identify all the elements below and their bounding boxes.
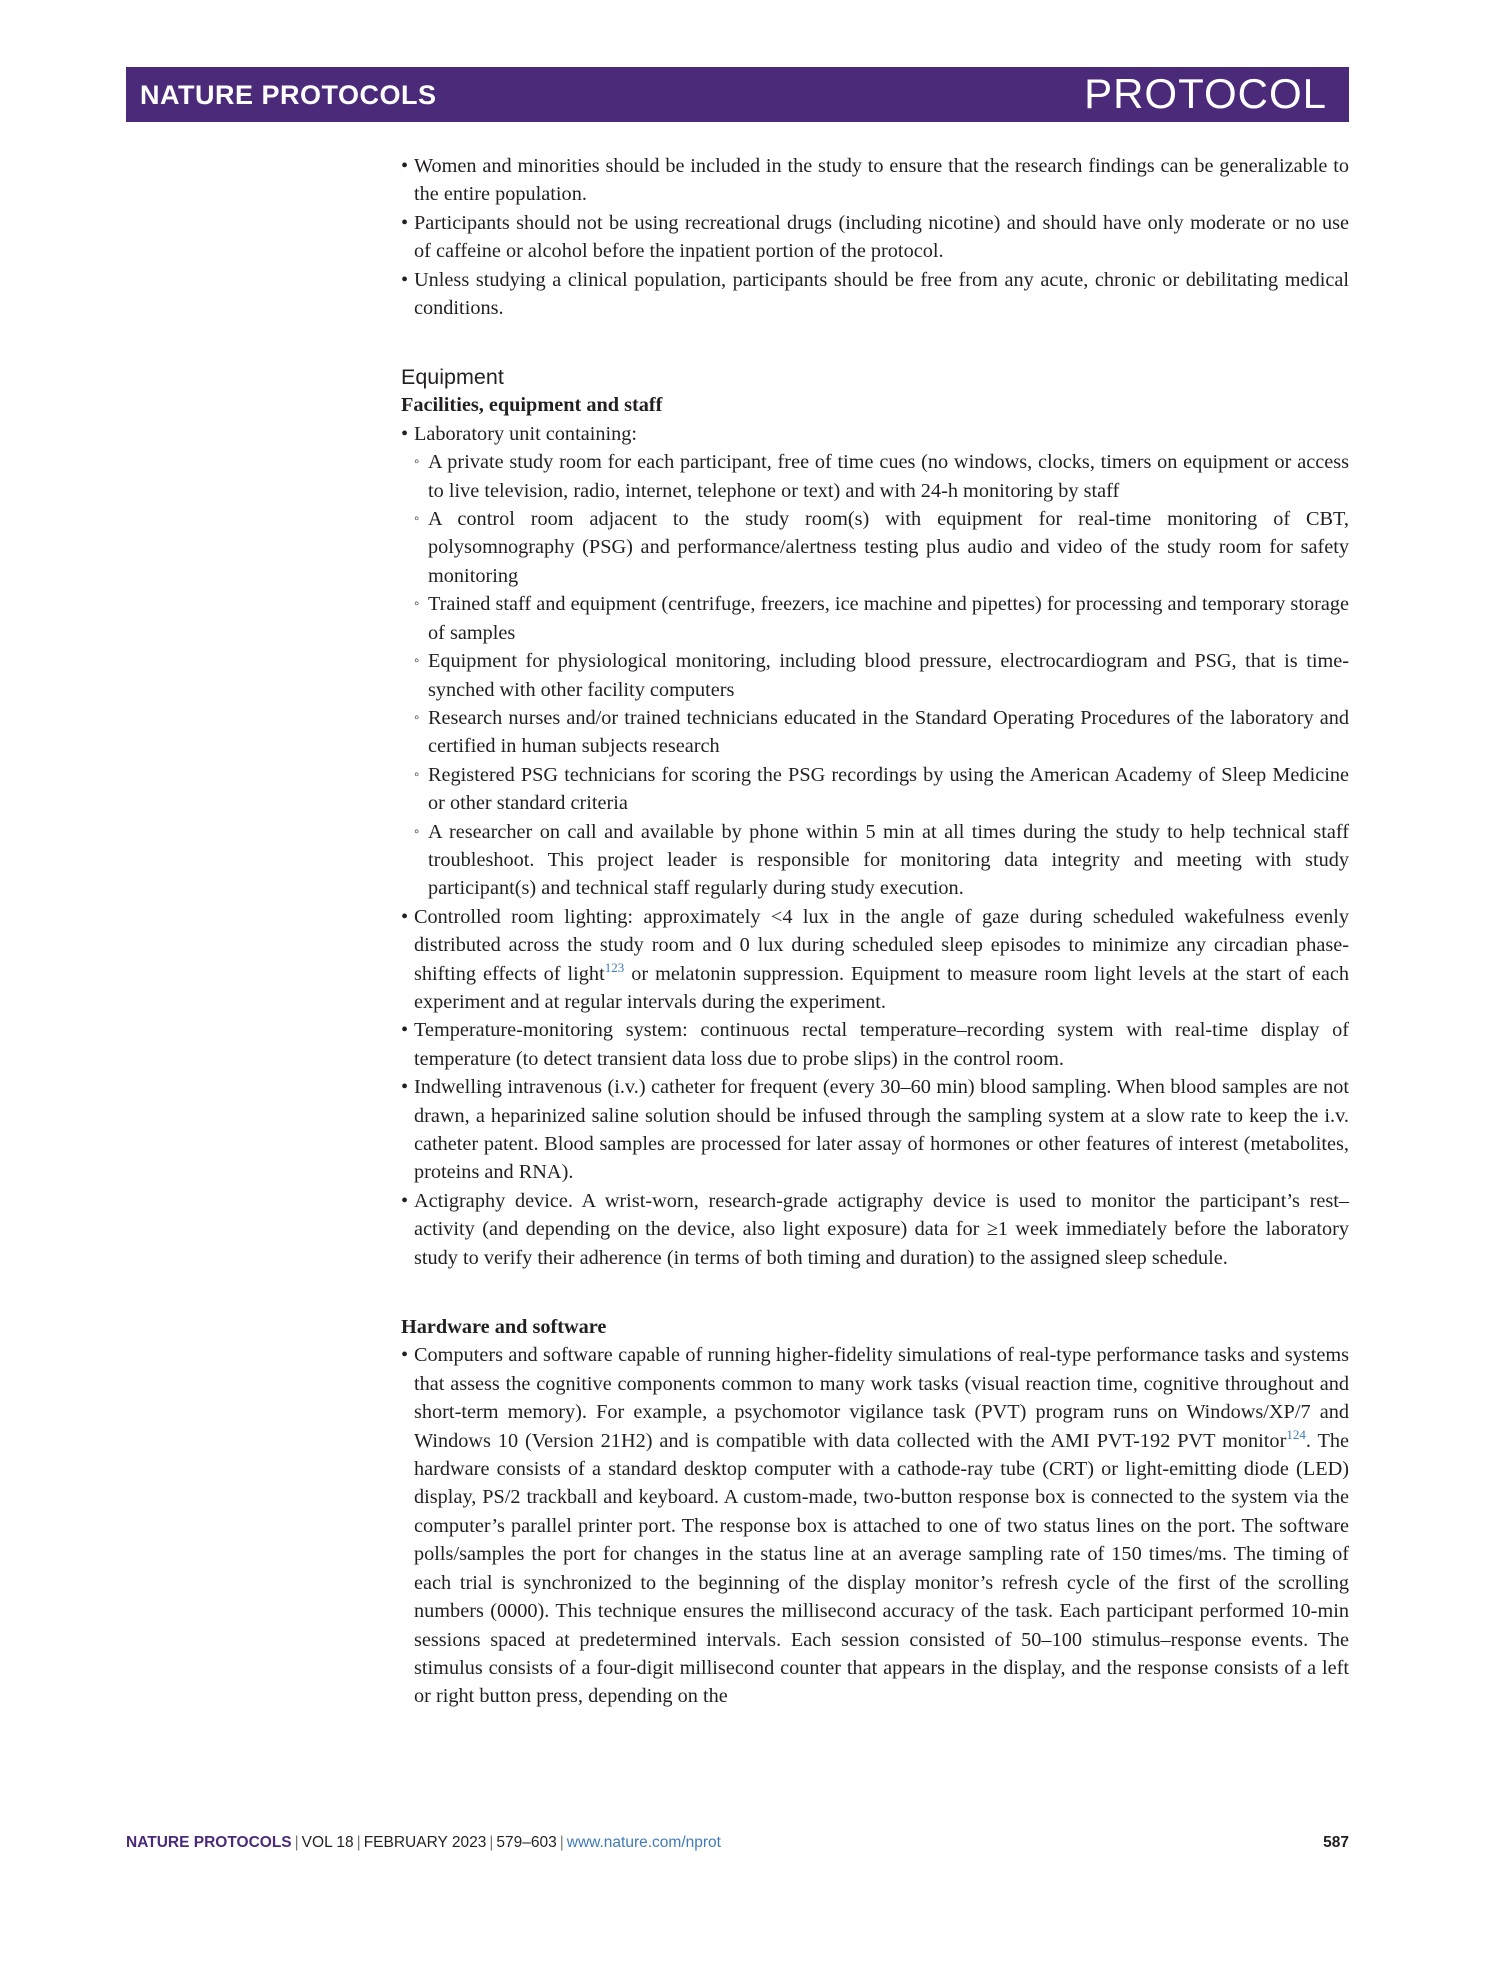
footer-date: FEBRUARY 2023 [363,1834,487,1851]
sub-list-item: ◦ Registered PSG technicians for scoring the PSG recordings by using the American Academy of Sleep Medicine or other standard criteria [414,761,1349,818]
article-type-label: PROTOCOL [1084,70,1327,117]
lab-unit-sublist [414,448,1349,903]
subsection-heading-facilities: Facilities, equipment and staff [401,394,663,417]
list-item: • Participants should not be using recreational drugs (including nicotine) and should have only moderate or no use of caffeine or alcohol before the inpatient portion of the protocol. [401,209,1349,266]
journal-name: NATURE PROTOCOLS [140,80,437,110]
hardware-text-end: . The hardware consists of a standard desktop computer with a cathode-ray tube (CRT) or light-emitting diode (LED) display, PS/2 trackball and keyboard. A custom-made, two-button response box is connected to the system via the computer’s parallel printer port. The response box is attached to one of two status lines on the port. The software polls/samples the port for changes in the status line at an average sampling rate of 150 times/ms. The timing of each trial is synchronized to the beginning of the display monitor’s refresh cycle of the first of the scrolling numbers (0000). This technique ensures the millisecond accuracy of the task. Each participant performed 10-min sessions spaced at predetermined intervals. Each session consisted of 50–100 stimulus–response events. The stimulus consists of a four-digit millisecond counter that appears in the display, and the response consists of a left or right button press, depending on the [414,1429,1349,1708]
sub-list-item: ◦ A private study room for each participant, free of time cues (no windows, clocks, timers on equipment or access to live television, radio, internet, telephone or text) and with 24-h monitoring by staff [414,448,1349,505]
sub-list-item: ◦ A researcher on call and available by phone within 5 min at all times during the study to help technical staff troubleshoot. This project leader is responsible for monitoring data integrity and meeting with study participant(s) and technical staff regularly during study execution. [414,818,1349,903]
lighting-text-end: or melatonin suppression. Equipment to measure room light levels at the start of each experiment and at regular intervals during the experiment. [414,962,1349,1013]
lighting-text-start: Controlled room lighting: approximately <4 lux in the angle of gaze during scheduled wakefulness evenly distributed across the study room and 0 lux during scheduled sleep episodes to minimize any circadian phase-shifting effects of light [414,905,1349,985]
list-item-lab-unit [401,420,1349,903]
hardware-text-start: Computers and software capable of running higher-fidelity simulations of real-type performance tasks and systems that assess the cognitive components common to many work tasks (visual reaction time, cognitive throughout and short-term memory). For example, a psychomotor vigilance task (PVT) program runs on Windows/XP/7 and Windows 10 (Version 21H2) and is compatible with data collected with the AMI PVT-192 PVT monitor [414,1344,1349,1452]
section-heading-equipment: Equipment [401,365,504,390]
list-item-catheter: • Indwelling intravenous (i.v.) catheter for frequent (every 30–60 min) blood sampling. When blood samples are not drawn, a heparinized saline solution should be infused through the sampling system at a slow rate to keep the i.v. catheter patent. Blood samples are processed for later assay of hormones or other features of interest (metabolites, proteins and RNA). [401,1073,1349,1187]
list-item-actigraphy: • Actigraphy device. A wrist-worn, research-grade actigraphy device is used to monitor the participant’s rest–activity (and depending on the device, also light exposure) data for ≥1 week immediately before the laboratory study to verify their adherence (in terms of both timing and duration) to the assigned sleep schedule. [401,1187,1349,1272]
journal-header-bar [126,67,1349,122]
footer-pages: 579–603 [496,1834,557,1851]
subsection-heading-hardware: Hardware and software [401,1316,607,1339]
sub-list-item: ◦ Research nurses and/or trained technicians educated in the Standard Operating Procedures of the laboratory and certified in human subjects research [414,704,1349,761]
footer-volume: VOL 18 [301,1834,354,1851]
equipment-bullet-list [401,420,1349,1272]
lab-unit-label: Laboratory unit containing: [414,422,638,445]
sub-list-item: ◦ Trained staff and equipment (centrifuge, freezers, ice machine and pipettes) for processing and temporary storage of samples [414,590,1349,647]
reference-link[interactable]: 123 [604,959,625,975]
list-item: • Unless studying a clinical population, participants should be free from any acute, chronic or debilitating medical conditions. [401,266,1349,323]
list-item: • Women and minorities should be included in the study to ensure that the research findings can be generalizable to the entire population. [401,152,1349,209]
list-item-temperature: • Temperature-monitoring system: continuous rectal temperature–recording system with real-time display of temperature (to detect transient data loss due to probe slips) in the control room. [401,1016,1349,1073]
sub-list-item: ◦ Equipment for physiological monitoring, including blood pressure, electrocardiogram and PSG, that is time-synched with other facility computers [414,647,1349,704]
list-item-computers [401,1341,1349,1710]
footer-journal-name: NATURE PROTOCOLS [126,1834,292,1851]
sub-list-item: ◦ A control room adjacent to the study room(s) with equipment for real-time monitoring of CBT, polysomnography (PSG) and performance/alertness testing plus audio and video of the study room for safety monitoring [414,505,1349,590]
footer-url-link[interactable]: www.nature.com/nprot [566,1834,721,1851]
hardware-bullet-list [401,1341,1349,1710]
page-number: 587 [1323,1834,1349,1851]
reference-link[interactable]: 124 [1286,1426,1306,1442]
page-footer: NATURE PROTOCOLS | VOL 18 | FEBRUARY 2023 | 579–603 | www.nature.com/nprot 587 [126,1834,1349,1851]
list-item-lighting [401,903,1349,1017]
article-body [401,152,1349,1711]
intro-bullet-list [401,152,1349,322]
